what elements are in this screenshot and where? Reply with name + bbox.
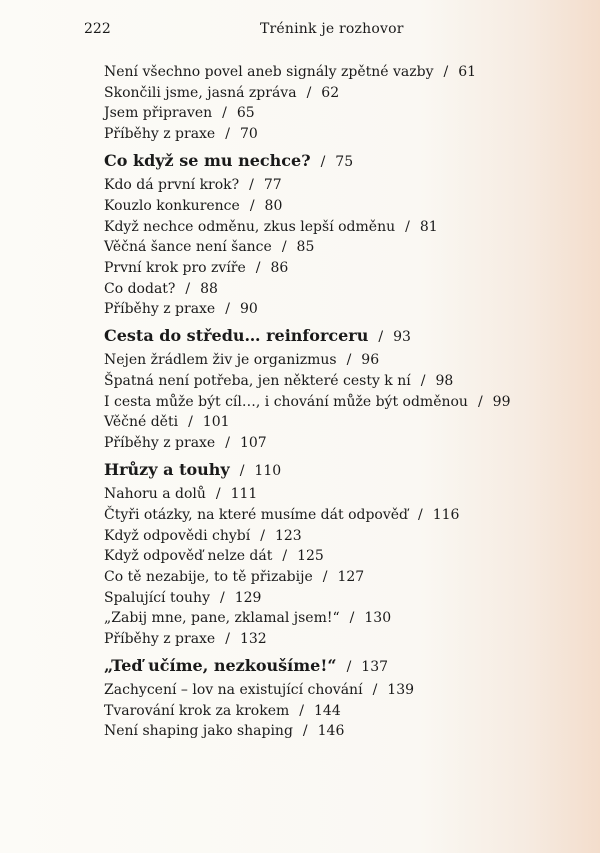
toc-entry-title: Příběhy z praxe <box>104 435 216 452</box>
toc-separator: / <box>225 301 230 318</box>
toc-separator: / <box>443 64 449 80</box>
toc-separator: / <box>320 154 326 171</box>
toc-entry <box>104 434 267 452</box>
toc-separator: / <box>346 659 352 675</box>
toc-entry-page: 77 <box>263 177 282 194</box>
toc-separator: / <box>249 177 254 194</box>
toc-entry-title: Cesta do středu… reinforceru <box>104 326 369 346</box>
toc-entry-page: 111 <box>230 486 258 503</box>
toc-separator: / <box>420 373 426 389</box>
toc-entry-title: „Teď učíme, nezkoušíme!“ <box>104 656 337 675</box>
toc-separator: / <box>239 463 245 480</box>
toc-separator: / <box>349 610 355 627</box>
toc-separator: / <box>306 84 312 101</box>
toc-entry-page: 130 <box>364 610 392 627</box>
toc-entry <box>104 280 218 298</box>
toc-separator: / <box>225 126 230 143</box>
toc-entry-title: První krok pro zvíře <box>104 259 246 276</box>
toc-separator: / <box>225 631 230 647</box>
toc-entry-title: Když nechce odměnu, zkus lepší odměnu <box>104 218 396 235</box>
toc-entry <box>104 681 414 699</box>
toc-entry-page: 116 <box>432 506 460 523</box>
toc-entry <box>104 197 282 215</box>
toc-entry-title: Kouzlo konkurence <box>104 197 240 214</box>
toc-entry-title: Když odpověď nelze dát <box>104 548 273 565</box>
toc-entry-title: Jsem připraven <box>104 105 213 122</box>
toc-separator: / <box>477 393 483 410</box>
toc-entry-title: Čtyři otázky, na které musíme dát odpověď <box>104 506 409 523</box>
page-header <box>0 21 600 41</box>
toc-entry-page: 98 <box>435 373 454 389</box>
toc-entry <box>104 351 379 369</box>
toc-entry-page: 75 <box>335 154 354 171</box>
toc-entry-page: 99 <box>492 393 511 410</box>
toc-entry <box>104 413 230 431</box>
toc-entry-title: Co dodat? <box>104 280 176 297</box>
toc-separator: / <box>219 589 225 606</box>
toc-entry <box>104 238 314 256</box>
toc-separator: / <box>378 329 384 346</box>
toc-entry-title: Není všechno povel aneb signály zpětné vazby <box>104 64 434 80</box>
toc-entry-title: Nahoru a dolů <box>104 486 206 503</box>
toc-entry <box>104 547 324 565</box>
toc-entry-title: Co tě nezabije, to tě přizabije <box>104 568 313 585</box>
toc-entry-page: 93 <box>393 329 411 346</box>
toc-separator: / <box>299 702 304 719</box>
toc-entry <box>104 104 255 122</box>
toc-entry-page: 90 <box>239 301 258 318</box>
toc-entry-page: 139 <box>387 682 415 698</box>
toc-separator: / <box>185 280 191 297</box>
toc-entry-page: 61 <box>458 64 477 80</box>
running-title: Trénink je rozhovor <box>260 21 404 37</box>
toc-entry-page: 65 <box>236 105 255 122</box>
toc-entry-title: Věčné děti <box>104 414 179 431</box>
toc-chapter-heading <box>104 151 353 172</box>
toc-entry-title: Příběhy z praxe <box>104 126 216 143</box>
toc-separator: / <box>281 239 287 256</box>
toc-entry <box>104 259 288 277</box>
toc-entry-page: 86 <box>270 259 289 276</box>
toc-entry-title: Věčná šance není šance <box>104 239 272 256</box>
toc-entry-title: Hrůzy a touhy <box>104 460 230 480</box>
toc-entry <box>104 722 344 740</box>
toc-entry-title: Příběhy z praxe <box>104 301 216 318</box>
toc-entry-title: Tvarování krok za krokem <box>104 702 290 719</box>
toc-entry-title: Není shaping jako shaping <box>104 723 293 740</box>
toc-entry <box>104 568 364 586</box>
toc-separator: / <box>322 568 328 585</box>
toc-entry-page: 101 <box>202 414 230 431</box>
toc-entry-page: 85 <box>296 239 315 256</box>
toc-entry <box>104 372 453 390</box>
page-number: 222 <box>84 21 111 37</box>
toc-entry-page: 80 <box>264 197 283 214</box>
toc-entry <box>104 506 459 524</box>
toc-entry <box>104 84 339 102</box>
toc-separator: / <box>222 105 227 122</box>
toc-entry-title: Příběhy z praxe <box>104 631 216 647</box>
toc-separator: / <box>302 723 308 740</box>
toc-entry-title: Zachycení – lov na existující chování <box>104 682 363 698</box>
toc-separator: / <box>188 414 193 431</box>
toc-entry <box>104 589 261 607</box>
toc-entry-page: 123 <box>274 527 302 544</box>
toc-entry <box>104 300 258 318</box>
toc-entry-page: 125 <box>297 548 324 565</box>
toc-entry-title: I cesta může být cíl…, i chování může být odměnou <box>104 393 468 410</box>
toc-entry-page: 88 <box>200 280 218 297</box>
toc-entry-page: 146 <box>317 723 345 740</box>
toc-separator: / <box>418 506 423 523</box>
toc-entry-page: 144 <box>314 702 341 719</box>
toc-entry-page: 96 <box>361 352 380 369</box>
toc-separator: / <box>260 527 265 544</box>
toc-entry-page: 127 <box>337 568 365 585</box>
toc-separator: / <box>215 486 221 503</box>
toc-entry <box>104 702 341 720</box>
toc-entry-page: 70 <box>239 126 258 143</box>
toc-separator: / <box>249 197 255 214</box>
toc-entry <box>104 63 476 81</box>
toc-chapter-heading <box>104 326 411 347</box>
toc-separator: / <box>282 548 288 565</box>
toc-entry <box>104 527 302 545</box>
toc-entry <box>104 125 258 143</box>
toc-entry-title: Spalující touhy <box>104 589 210 606</box>
toc-entry <box>104 218 438 236</box>
toc-chapter-heading <box>104 656 388 677</box>
toc-separator: / <box>255 259 261 276</box>
toc-separator: / <box>372 682 378 698</box>
toc-entry <box>104 485 257 503</box>
toc-separator: / <box>225 435 230 452</box>
toc-chapter-heading <box>104 460 281 481</box>
toc-entry-page: 81 <box>419 218 438 235</box>
toc-entry-title: Co když se mu nechce? <box>104 151 311 171</box>
toc-separator: / <box>405 218 410 235</box>
toc-entry-title: Když odpovědi chybí <box>104 527 251 544</box>
toc-entry-page: 107 <box>239 435 267 452</box>
toc-entry-title: Nejen žrádlem živ je organizmus <box>104 352 337 369</box>
toc-separator: / <box>346 352 352 369</box>
toc-entry <box>104 630 267 648</box>
toc-entry-page: 110 <box>254 463 282 480</box>
toc-entry-title: Kdo dá první krok? <box>104 177 240 194</box>
toc-entry <box>104 609 391 627</box>
toc-entry-title: „Zabij mne, pane, zklamal jsem!“ <box>104 610 340 627</box>
toc-entry <box>104 393 511 411</box>
toc-entry-title: Skončili jsme, jasná zpráva <box>104 84 297 101</box>
toc-entry-page: 137 <box>361 659 389 675</box>
toc-entry <box>104 176 282 194</box>
toc-entry-title: Špatná není potřeba, jen některé cesty k ní <box>104 373 411 389</box>
toc-entry-page: 62 <box>321 84 340 101</box>
toc-entry-page: 129 <box>234 589 262 606</box>
toc-entry-page: 132 <box>239 631 267 647</box>
